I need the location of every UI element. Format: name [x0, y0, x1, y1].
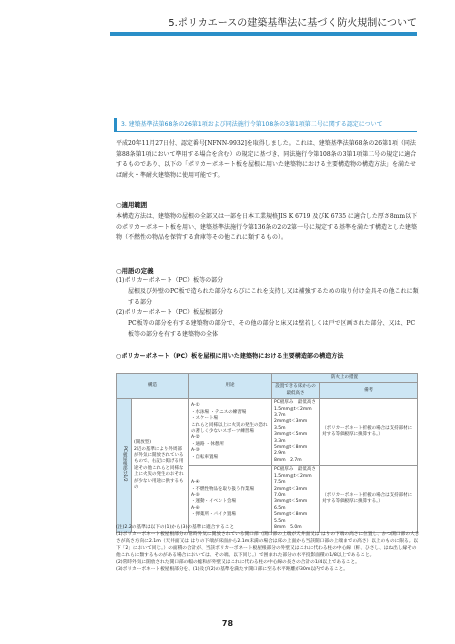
- table-heading: ○ポリカーボネート（PC）板を屋根に用いた建築物における主要構造部の構造方法: [116, 353, 344, 360]
- setback-group-2: PC板厚み 最低高さ 1.5mm≦t＜2mm 7.5m 2mm≦t＜3mm 7.0m 3mm≦t＜5mm 6.5m 5mm≦t＜8mm 5.5m 8mm 5.0m: [272, 466, 320, 533]
- setback-group-1: PC板厚み 最低高さ 1.5mm≦t＜2mm 3.7m 2mm≦t＜3mm 3.5m 3mm≦t＜5mm 3.3m 5mm≦t＜8mm 2.9m 8mm 2.7m: [272, 399, 320, 466]
- note-item: (3)ポリカーボネート板屋根部分を、(1)及び(2)の基準を満たす開口部に至る水平距離が30m以内であること。: [116, 567, 348, 572]
- notes-block: [116, 524, 420, 573]
- use-group-2: A-④ ・不燃性物品を取り扱う作業場 A-⑤ ・運動・イベント会場 A-⑥ ・弾薬所・パイク置場: [189, 466, 272, 533]
- table-row: [117, 399, 418, 466]
- structure-desc: (開放型) 2辺の基準により外周部が外気に開放されているもので、右記に掲げる用途その他これらと同様な上に火災の発生のおそれが少ない用途に供するもの: [132, 399, 189, 533]
- page-header: [0, 0, 455, 40]
- term2-label: (2)ポリカーボネート（PC）板屋根部分: [116, 309, 224, 316]
- note-item: (注)2.2の基準は以下の(1)から(3)の基準に適合すること: [116, 525, 235, 530]
- col-use: 用途: [189, 374, 272, 399]
- col-structure: 構造: [117, 374, 189, 399]
- scope-heading: ○適用範囲: [116, 201, 148, 209]
- use-group-1: A-① ・水泳場 ・テニスの練習場 ・スケート場 これらと同様以上に火災の発生の恐れの著しく少ないスポーツ練習場 A-② ・通路 ・休憩所 A-③ ・自転車置場: [189, 399, 272, 466]
- section-title: 3. 建築基準法第68条の26第1項および同法施行令第108条の3第1項第二号に関する認定について: [121, 121, 383, 128]
- col-fire: 防火上の措置: [272, 374, 418, 383]
- col-setback: 設置できる床からの最低高さ: [272, 383, 320, 399]
- header-rule: [110, 32, 417, 36]
- section-title-bar: [114, 118, 417, 132]
- scope-text: 本構造方法は、建築物の屋根の全部又は一部を日本工業規格JIS K 6719 及びK 6735 に適合した厚さ8mm以下のポリカーボネート板を用い、建築基準法施行令第136条の2の2第一号に規定する基準を満たす構造とした建築物（不燃性の物品を保管する倉庫等その他これに類するもの）。: [116, 213, 418, 241]
- category-cell: PC板屋根部分1/2: [117, 399, 132, 533]
- remarks-group-1: （ポリカーボネート折板の場合は支持部材に対する等価板厚に換算する。）: [320, 399, 418, 466]
- term1-text: 屋根及び外壁のPC板で造られた部分ならびにこれを支持し又は補強するための取り付け金具その他これに類する部分: [128, 288, 419, 306]
- remarks-group-2: （ポリカーボネート折板の場合は支持部材に対する等価板厚に換算する。）: [320, 466, 418, 533]
- note-item: (2)常時外気に開放された開口部の幅の総和が外壁又はこれに代わる柱の中心線の長さの合計の1/4以上であること。: [116, 560, 360, 565]
- intro-paragraph: 平成20年11月27日付、認定番号[NFNN-9932]を取得しました。これは、建築基準法第68条の26第1項（同法第88条第1項において準用する場合を含む）の規定に基づき、同法施行令第108条の3第1項第二号の規定に適合するものであり、以下の「ポリカーボネート板を屋根に用いた建築物における主要構造物の構造方法」を満たせば耐火・準耐火建築物に使用可能です。: [116, 140, 417, 179]
- terms-heading: ○用語の定義: [116, 267, 154, 275]
- page-number: 78: [221, 619, 234, 628]
- col-remarks: 備考: [320, 383, 418, 399]
- note-item: (1)ポリカーボネート板屋根部分の常時外気に開放されている開口部（開口部の上端が天井面又は はりの下端の高さに位置し、かつ開口部の大きさが高さ方向に2.1m（天井面又は はりの下端が床面から2.1m未満の場合は床の上面から当該開口部の上端までの高さ）以上のものに限る。以下「2」において同じ。）の面積の合計が、当該ポリカーボネート板屋根部分の外壁又はこれに代わる柱の中心線（軒、ひさし、はね出し縁その他これらに類するものがある場合においては、その端。以下同じ。）で囲まれた部分の水平投影面積の1/8以上であること。: [116, 532, 420, 558]
- term2-text: PC板等の部分を有する建築物の部分で、その他の部分と床又は壁若しくは戸で区画された部分、又は、PC板等の部分を有する建築物の全体: [128, 320, 416, 338]
- term1-label: (1)ポリカーボネート（PC）板等の部分: [116, 277, 224, 284]
- structure-table: [116, 373, 418, 533]
- header-title: 5.ポリカエースの建築基準法に基づく防火規制について: [168, 18, 417, 29]
